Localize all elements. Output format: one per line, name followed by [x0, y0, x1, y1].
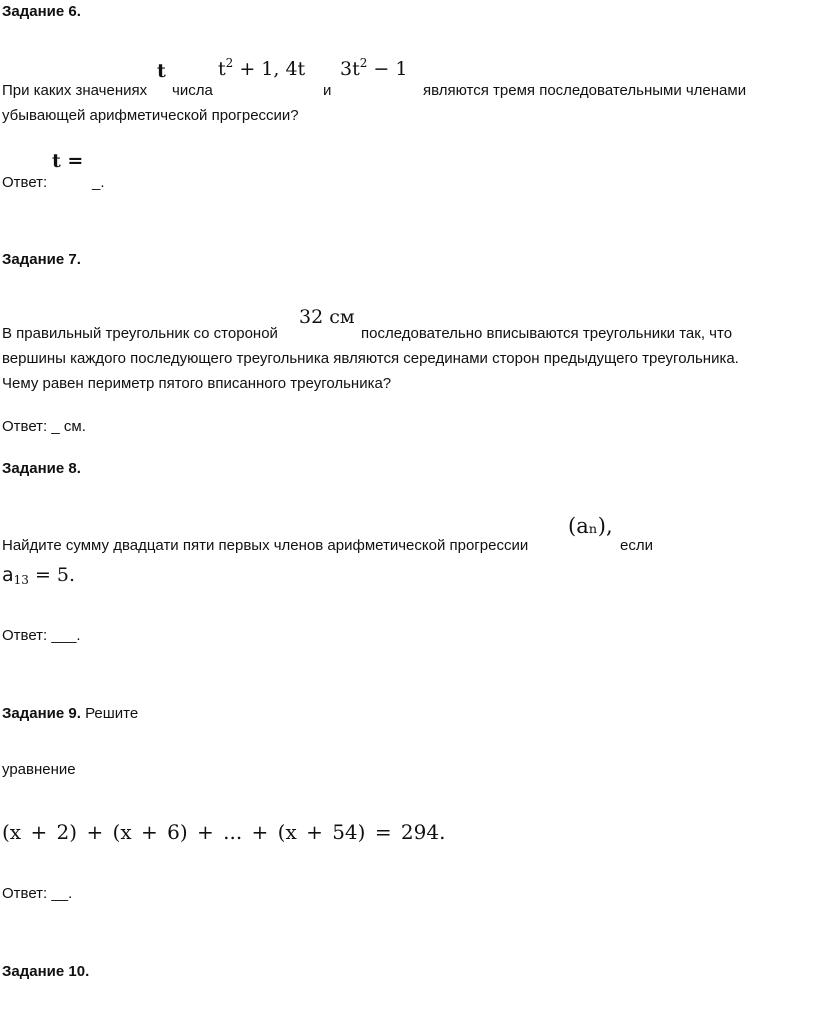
task-9-text-line2: уравнение: [2, 761, 76, 778]
answer-6-blank: _.: [92, 174, 105, 191]
task-10-title: Задание 10.: [2, 963, 90, 980]
math-a13-equation: $a_{13} = 5$.: [2, 564, 76, 587]
answer-6-label: Ответ:: [2, 174, 48, 191]
task-6-text-end: являются тремя последовательными членами: [423, 82, 747, 99]
task-7-title: Задание 7.: [2, 251, 81, 268]
answer-8: Ответ: ___.: [2, 627, 81, 644]
task-6-text-start: При каких значениях: [2, 82, 148, 99]
math-equation-9: (x + 2) + (x + 6) + ... + (x + 54) = 294.: [2, 820, 446, 844]
task-6-text-chisla: числа: [172, 82, 213, 99]
task-6-text-line2: убывающей арифметической прогрессии?: [2, 107, 299, 124]
task-8-text-end: если: [620, 537, 653, 554]
answer-6-math: t =: [52, 150, 84, 172]
math-expression-2: $3t^2 - 1$: [340, 56, 408, 80]
task-8-title: Задание 8.: [2, 460, 81, 477]
task-7-text-start: В правильный треугольник со стороной: [2, 325, 278, 342]
answer-9: Ответ: __.: [2, 885, 73, 902]
task-7-text-line2: вершины каждого последующего треугольника являются серединами сторон предыдущего треугольника.: [2, 350, 739, 367]
task-9-title: Задание 9.: [2, 705, 81, 722]
task-9-title-rest: Решите: [80, 705, 139, 722]
answer-7: Ответ: _ см.: [2, 418, 86, 435]
task-7-text-line3: Чему равен периметр пятого вписанного треугольника?: [2, 375, 392, 392]
task-6-title: Задание 6.: [2, 3, 81, 20]
math-sequence-an: (aₙ),: [568, 514, 613, 538]
task-7-text-end: последовательно вписываются треугольники так, что: [361, 325, 733, 342]
math-variable-t: t: [157, 60, 166, 82]
task-9-title-line: [2, 706, 138, 721]
task-6-text-i: и: [323, 82, 332, 99]
math-side-length: 32 см: [299, 306, 355, 328]
task-8-text-start: Найдите сумму двадцати пяти первых членов арифметической прогрессии: [2, 537, 529, 554]
math-expression-1: $t^2 + 1$, 4t: [218, 56, 306, 80]
